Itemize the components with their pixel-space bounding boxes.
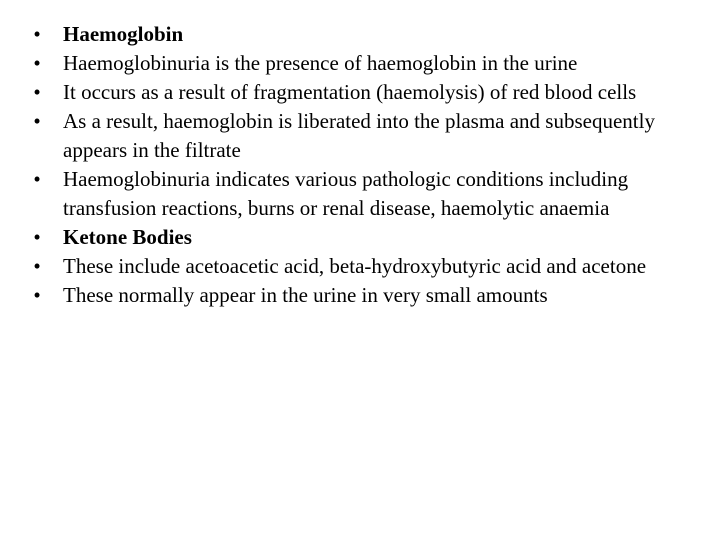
bullet-icon: • <box>33 167 41 191</box>
bullet-text: It occurs as a result of fragmentation (haemolysis) of red blood cells <box>63 80 637 104</box>
bullet-text: These normally appear in the urine in very small amounts <box>63 283 548 307</box>
bullet-text: Ketone Bodies <box>63 225 192 249</box>
bullet-icon: • <box>33 254 41 278</box>
bullet-item-ketone-heading <box>27 223 687 252</box>
bullet-list <box>27 20 687 310</box>
bullet-icon: • <box>33 51 41 75</box>
bullet-item <box>27 252 687 281</box>
bullet-text: Haemoglobin <box>63 22 184 46</box>
bullet-item <box>27 281 687 310</box>
bullet-icon: • <box>33 283 41 307</box>
bullet-text: Haemoglobinuria indicates various pathologic conditions including transfusion reactions, burns or renal disease, haemolytic anaemia <box>63 167 629 220</box>
bullet-icon: • <box>33 109 41 133</box>
bullet-text: These include acetoacetic acid, beta-hydroxybutyric acid and acetone <box>63 254 647 278</box>
bullet-text: As a result, haemoglobin is liberated into the plasma and subsequently appears in the filtrate <box>63 109 655 162</box>
bullet-icon: • <box>33 80 41 104</box>
bullet-icon: • <box>33 225 41 249</box>
bullet-item-haemoglobin-heading <box>27 20 687 49</box>
bullet-item <box>27 107 687 165</box>
bullet-item <box>27 78 687 107</box>
bullet-item <box>27 165 687 223</box>
bullet-text: Haemoglobinuria is the presence of haemoglobin in the urine <box>63 51 578 75</box>
bullet-icon: • <box>33 22 41 46</box>
bullet-item <box>27 49 687 78</box>
